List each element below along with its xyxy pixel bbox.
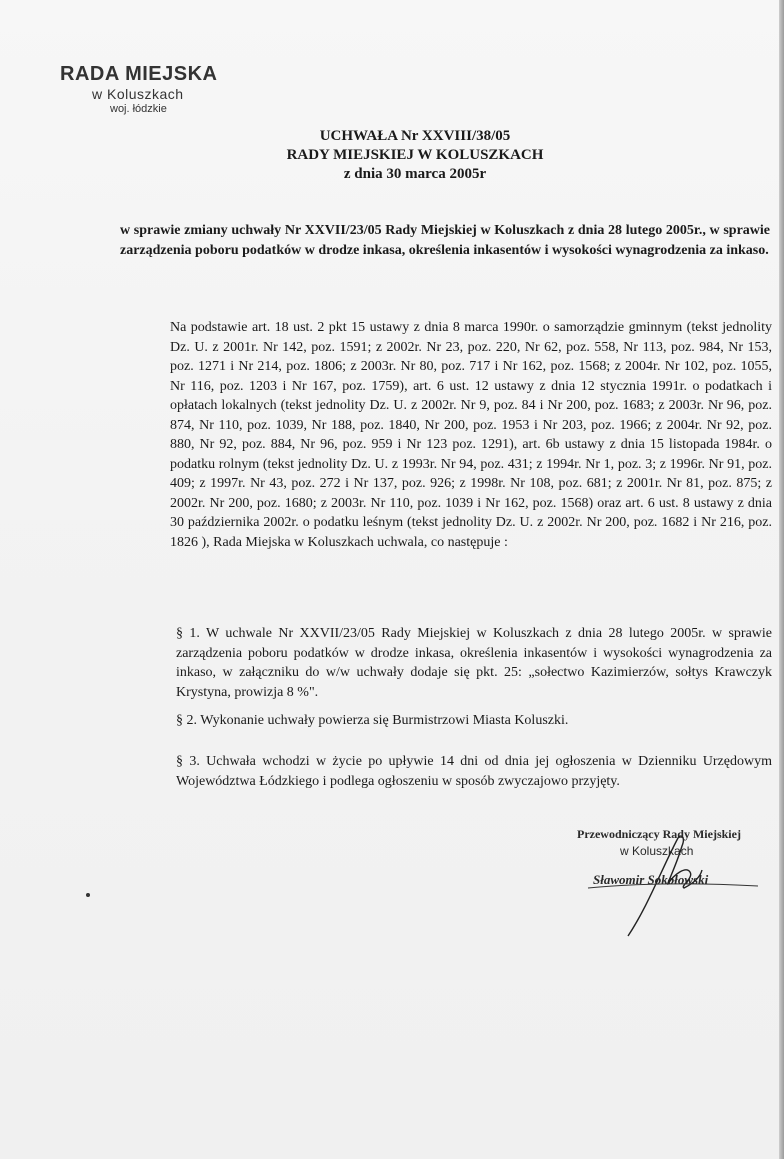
handwritten-signature-icon xyxy=(568,826,768,946)
signature-name: Sławomir Sokołowski xyxy=(593,872,709,887)
stamp-city: w Koluszkach xyxy=(92,86,184,102)
paragraph-3 xyxy=(120,752,772,791)
paragraph-1 xyxy=(120,624,772,702)
stamp-voivodeship: woj. łódzkie xyxy=(110,103,167,115)
resolution-number: UCHWAŁA Nr XXVIII/38/05 xyxy=(319,128,511,144)
resolution-title xyxy=(230,127,600,184)
resolution-council: RADY MIEJSKIEJ W KOLUSZKACH xyxy=(286,147,544,163)
signature-role: Przewodniczący Rady Miejskiej xyxy=(577,827,741,841)
paragraph-3-text: § 3. Uchwała wchodzi w życie po upływie 14 dni od dnia jej ogłoszenia w Dzienniku Urzędowym Województwa Łódzkiego i podlega ogłoszeniu w sposób zwyczajowo przyjęty. xyxy=(176,754,772,789)
paragraph-2 xyxy=(120,711,772,731)
paragraph-1-text: § 1. W uchwale Nr XXVII/23/05 Rady Miejskiej w Koluszkach z dnia 28 lutego 2005r. w sprawie zarządzenia poboru podatków w drodze inkasa, określenia inkasentów i wysokości wynagrodzenia za inkaso, w załączniku do w/w uchwały dodaje się pkt. 25: „sołectwo Kazimierzów, sołtys Krawczyk Krystyna, prowizja 8 %". xyxy=(176,626,772,700)
scan-speck xyxy=(86,893,90,897)
paragraph-2-text: § 2. Wykonanie uchwały powierza się Burmistrzowi Miasta Koluszki. xyxy=(176,713,569,728)
stamp-council-name: RADA MIEJSKA xyxy=(60,63,218,85)
council-stamp xyxy=(60,62,260,116)
resolution-date: z dnia 30 marca 2005r xyxy=(343,166,487,182)
signature-place: w Koluszkach xyxy=(620,844,694,858)
scan-edge-shadow xyxy=(779,0,784,1159)
resolution-subject: w sprawie zmiany uchwały Nr XXVII/23/05 Rady Miejskiej w Koluszkach z dnia 28 lutego 2005r., w sprawie zarządzenia poboru podatków w drodze inkasa, określenia inkasentów i wysokości wynagrodzenia za inkaso. xyxy=(120,223,770,258)
legal-basis-text: Na podstawie art. 18 ust. 2 pkt 15 ustawy z dnia 8 marca 1990r. o samorządzie gminnym (tekst jednolity Dz. U. z 2001r. Nr 142, poz. 1591; z 2002r. Nr 23, poz. 220, Nr 62, poz. 558, Nr 113, poz. 984, Nr 153, poz. 1271 i Nr 214, poz. 1806; z 2003r. Nr 80, poz. 717 i Nr 162, poz. 1568; z 2004r. Nr 102, poz. 1055, Nr 116, poz. 1203 i Nr 167, poz. 1759), art. 6 ust. 12 ustawy z dnia 12 stycznia 1991r. o podatkach i opłatach lokalnych (tekst jednolity Dz. U. z 2002r. Nr 9, poz. 84 i Nr 200, poz. 1683; z 2003r. Nr 96, poz. 874, Nr 110, poz. 1039, Nr 188, poz. 1840, Nr 200, poz. 1953 i Nr 203, poz. 1966; z 2004r. Nr 92, poz. 880, Nr 92, poz. 884, Nr 96, poz. 959 i Nr 123 poz. 1291), art. 6b ustawy z dnia 15 listopada 1984r. o podatku rolnym (tekst jednolity Dz. U. z 1993r. Nr 94, poz. 431; z 1994r. Nr 1, poz. 3; z 1996r. Nr 91, poz. 409; z 1997r. Nr 43, poz. 272 i Nr 137, poz. 926; z 1998r. Nr 108, poz. 681; z 2001r. Nr 81, poz. 875; z 2002r. Nr 200, poz. 1680; z 2003r. Nr 110, poz. 1039 i Nr 162, poz. 1568) oraz art. 6 ust. 8 ustawy z dnia 30 października 2002r. o podatku leśnym (tekst jednolity Dz. U. z 2002r. Nr 200, poz. 1682 i Nr 216, poz. 1826 ), Rada Miejska w Koluszkach uchwala, co następuje : xyxy=(170,320,772,550)
legal-basis-paragraph xyxy=(120,318,772,552)
